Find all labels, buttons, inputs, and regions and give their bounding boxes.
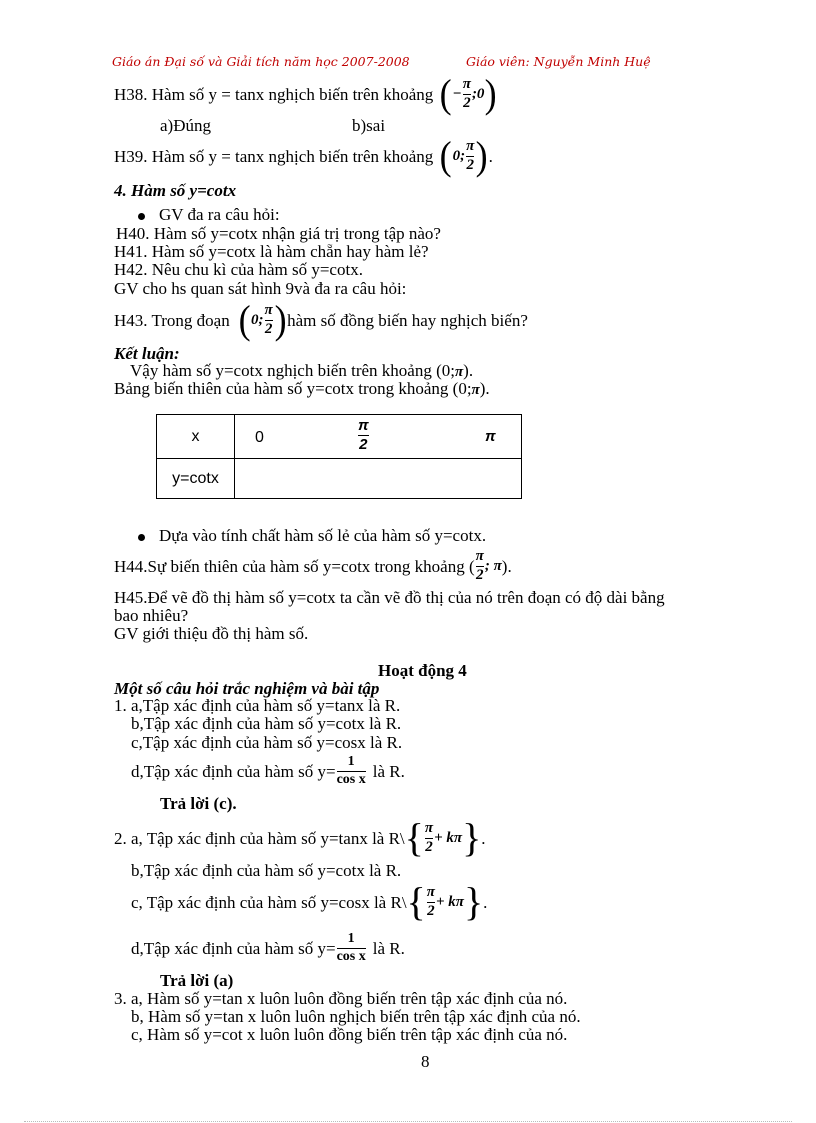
question-h41: H41. Hàm số y=cotx là hàm chẵn hay hàm lẻ? — [114, 242, 429, 261]
question-h45-line1: H45.Để vẽ đồ thị hàm số y=cotx ta cần vẽ đồ thị của nó trên đoạn có độ dài bằng — [114, 588, 665, 607]
q2-d: d,Tập xác định của hàm số y= $\frac{1}{\text{cos x}}$ là R. — [131, 930, 405, 964]
question-h38 — [114, 71, 498, 116]
pi-over-2: $\frac{\pi}{2}$ — [424, 819, 434, 855]
q2-b: b,Tập xác định của hàm số y=cotx là R. — [131, 861, 402, 880]
question-h39: H39. Hàm số y = tanx nghịch biến trên khoảng ( 0; $\frac{\pi}{2}$ ) . — [114, 133, 493, 178]
q3-b: b, Hàm số y=tan x luôn luôn nghịch biến trên tập xác định của nó. — [131, 1007, 581, 1026]
table-x-label: x — [157, 415, 235, 459]
gv-hint: GV cho hs quan sát hình 9và đa ra câu hỏi: — [114, 279, 407, 298]
q1-a: 1. a,Tập xác định của hàm số y=tanx là R. — [114, 696, 401, 715]
q1-b: b,Tập xác định của hàm số y=cotx là R. — [131, 714, 402, 733]
question-h44: H44.Sự biến thiên của hàm số y=cotx trong khoảng ( $\frac{\pi}{2}$ ; π ). — [114, 547, 512, 583]
h38-option-a: a)Đúng — [160, 116, 211, 135]
q2-answer: Trả lời (a) — [160, 971, 234, 990]
table-x-values — [235, 415, 522, 459]
pi-over-2: $\frac{\pi}{2}$ — [264, 301, 273, 337]
gv-graph: GV giới thiệu đồ thị hàm số. — [114, 624, 309, 643]
q2-c: c, Tập xác định của hàm số y=cosx là R\ { $\frac{\pi}{2}$ + kπ } . — [131, 879, 488, 924]
h38-text: H38. Hàm số y = tanx nghịch biến trên khoảng — [114, 84, 434, 104]
section-title: 4. Hàm số y=cotx — [114, 181, 237, 200]
q3-c: c, Hàm số y=cot x luôn luôn đồng biến trên tập xác định của nó. — [131, 1025, 568, 1044]
quiz-title: Một số câu hỏi trắc nghiệm và bài tập — [114, 679, 380, 698]
bullet-gv: GV đa ra câu hỏi: — [138, 206, 280, 223]
q1-d: d,Tập xác định của hàm số y= $\frac{1}{\text{cos x}}$ là R. — [131, 753, 405, 787]
table-y-values — [235, 459, 522, 499]
table-pi: π — [485, 428, 496, 445]
h38-option-b: b)sai — [352, 116, 386, 135]
bullet-icon — [138, 213, 145, 220]
conclusion-title: Kết luận: — [114, 344, 180, 363]
pi-over-2: $\frac{\pi}{2}$ — [426, 883, 435, 919]
q1-c: c,Tập xác định của hàm số y=cosx là R. — [131, 733, 403, 752]
variation-table — [156, 414, 522, 499]
activity-title: Hoạt động 4 — [378, 661, 467, 680]
pi-over-2: $\frac{\pi}{2}$ — [462, 75, 471, 111]
conclusion-line1: Vậy hàm số y=cotx nghịch biến trên khoảng (0;π). — [130, 361, 474, 380]
q2-a: 2. a, Tập xác định của hàm số y=tanx là R\ { $\frac{\pi}{2}$ + kπ } . — [114, 815, 486, 860]
question-h42: H42. Nêu chu kì của hàm số y=cotx. — [114, 260, 363, 279]
h39-interval: ( 0; $\frac{\pi}{2}$ ) — [439, 133, 489, 178]
pi-over-2: $\frac{\pi}{2}$ — [475, 547, 484, 583]
bullet-icon — [138, 534, 145, 541]
question-h43: H43. Trong đoạn ( 0; $\frac{\pi}{2}$ ) hàm số đồng biến hay nghịch biến? — [114, 297, 528, 342]
h39-text: H39. Hàm số y = tanx nghịch biến trên khoảng — [114, 146, 434, 166]
q3-a: 3. a, Hàm số y=tan x luôn luôn đồng biến trên tập xác định của nó. — [114, 989, 568, 1008]
page-number: 8 — [421, 1052, 430, 1071]
table-y-label: y=cotx — [157, 459, 235, 499]
h43-interval: ( 0; $\frac{\pi}{2}$ ) — [238, 297, 287, 342]
pi-over-2: $\frac{\pi}{2}$ — [466, 137, 475, 173]
table-pi-over-2: π 2 — [358, 417, 369, 453]
q1-answer: Trả lời (c). — [160, 794, 237, 813]
conclusion-line2: Bảng biến thiên của hàm số y=cotx trong khoảng (0;π). — [114, 379, 490, 398]
one-over-cosx: $\frac{1}{\text{cos x}}$ — [336, 930, 366, 964]
bullet-odd-property: Dựa vào tính chất hàm số lẻ của hàm số y=cotx. — [138, 527, 486, 544]
h38-interval: ( − $\frac{\pi}{2}$ ;0 ) — [439, 71, 498, 116]
one-over-cosx: $\frac{1}{\text{cos x}}$ — [336, 753, 366, 787]
footer-divider — [24, 1121, 792, 1122]
table-zero: 0 — [255, 429, 264, 446]
header-right: Giáo viên: Nguyễn Minh Huệ — [466, 54, 651, 69]
header-left: Giáo án Đại số và Giải tích năm học 2007-2008 — [112, 54, 410, 69]
question-h40: H40. Hàm số y=cotx nhận giá trị trong tập nào? — [116, 224, 441, 243]
question-h45-line2: bao nhiêu? — [114, 606, 189, 625]
